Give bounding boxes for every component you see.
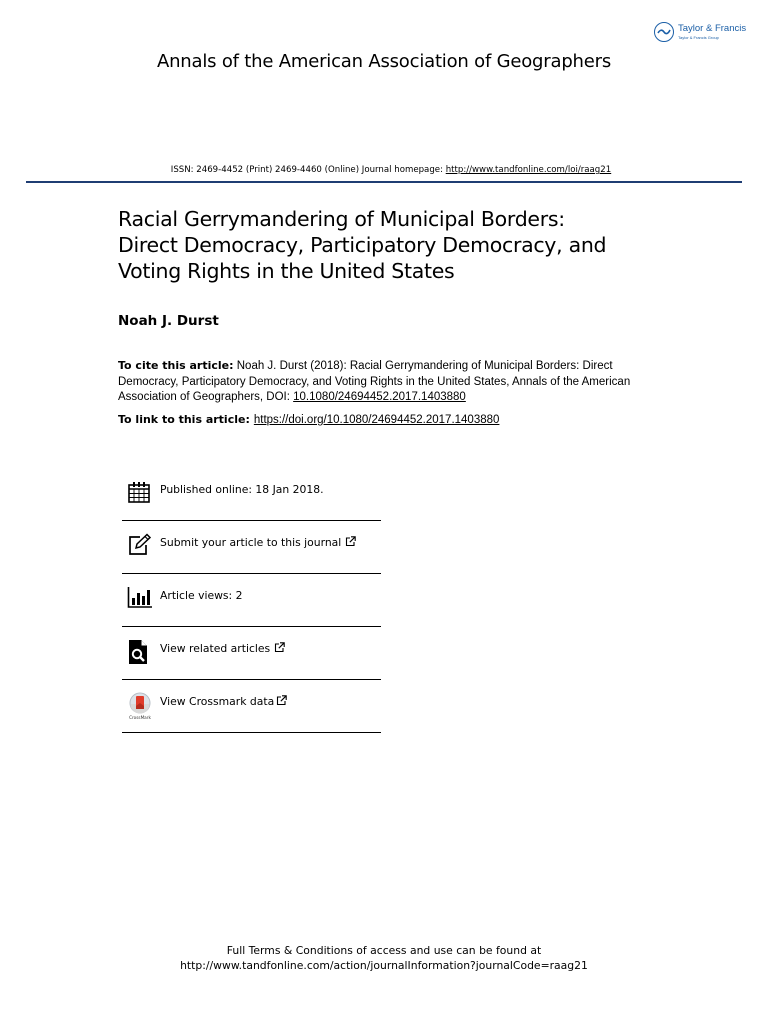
bar-chart-icon — [127, 586, 151, 610]
article-views-row — [122, 574, 381, 627]
crossmark-row[interactable] — [122, 680, 381, 733]
citation-text: Noah J. Durst (2018): Racial Gerrymandering of Municipal Borders: Direct Democracy, Participatory Democracy, and Voting Rights in the United States, Annals of the American Association of Geographers, DOI: — [118, 360, 631, 403]
issn-text: ISSN: 2469-4452 (Print) 2469-4460 (Online) Journal homepage: — [170, 165, 446, 175]
external-link-icon — [345, 536, 356, 547]
submit-article-row[interactable] — [122, 521, 381, 574]
header-rule — [26, 181, 742, 183]
article-title-line: Direct Democracy, Participatory Democracy, and — [118, 233, 607, 257]
submit-article-link[interactable] — [160, 536, 356, 549]
related-articles-link[interactable] — [160, 642, 285, 655]
crossmark-label: View Crossmark data — [160, 695, 275, 708]
article-link-lead: To link to this article: — [118, 413, 250, 426]
publisher-brand: Taylor & Francis — [678, 23, 747, 34]
article-info-box — [122, 468, 381, 733]
footer-terms-text: Full Terms & Conditions of access and use can be found at — [226, 944, 542, 957]
crossmark-logo-text: CrossMark — [129, 715, 151, 720]
article-views: Article views: 2 — [160, 589, 243, 602]
article-link-line — [118, 413, 499, 426]
document-search-icon — [127, 639, 151, 663]
taylor-francis-logo-icon — [654, 22, 674, 42]
edit-icon — [127, 533, 151, 557]
citation-doi-link[interactable]: 10.1080/24694452.2017.1403880 — [293, 391, 466, 403]
calendar-icon — [127, 480, 151, 504]
article-title-line: Voting Rights in the United States — [118, 259, 455, 283]
publisher-logo — [654, 21, 754, 47]
citation-lead: To cite this article: — [118, 359, 234, 372]
published-row — [122, 468, 381, 521]
external-link-icon — [274, 642, 285, 653]
published-date: Published online: 18 Jan 2018. — [160, 483, 324, 496]
crossmark-icon — [127, 692, 151, 720]
citation — [118, 358, 658, 406]
journal-title: Annals of the American Association of Geographers — [156, 51, 612, 72]
article-title-line: Racial Gerrymandering of Municipal Borders: — [118, 207, 565, 231]
footer — [0, 943, 768, 973]
related-articles-label: View related articles — [160, 642, 271, 655]
publisher-group: Taylor & Francis Group — [678, 35, 719, 40]
external-link-icon — [276, 695, 287, 706]
submit-article-label: Submit your article to this journal — [160, 536, 342, 549]
article-title — [118, 206, 678, 284]
footer-terms-url[interactable]: http://www.tandfonline.com/action/journalInformation?journalCode=raag21 — [180, 959, 588, 972]
journal-homepage-link[interactable]: http://www.tandfonline.com/loi/raag21 — [445, 165, 612, 175]
crossmark-link[interactable] — [160, 695, 287, 708]
article-author: Noah J. Durst — [118, 313, 219, 329]
article-doi-url[interactable]: https://doi.org/10.1080/24694452.2017.1403880 — [253, 414, 500, 426]
related-articles-row[interactable] — [122, 627, 381, 680]
issn-line — [0, 165, 768, 175]
